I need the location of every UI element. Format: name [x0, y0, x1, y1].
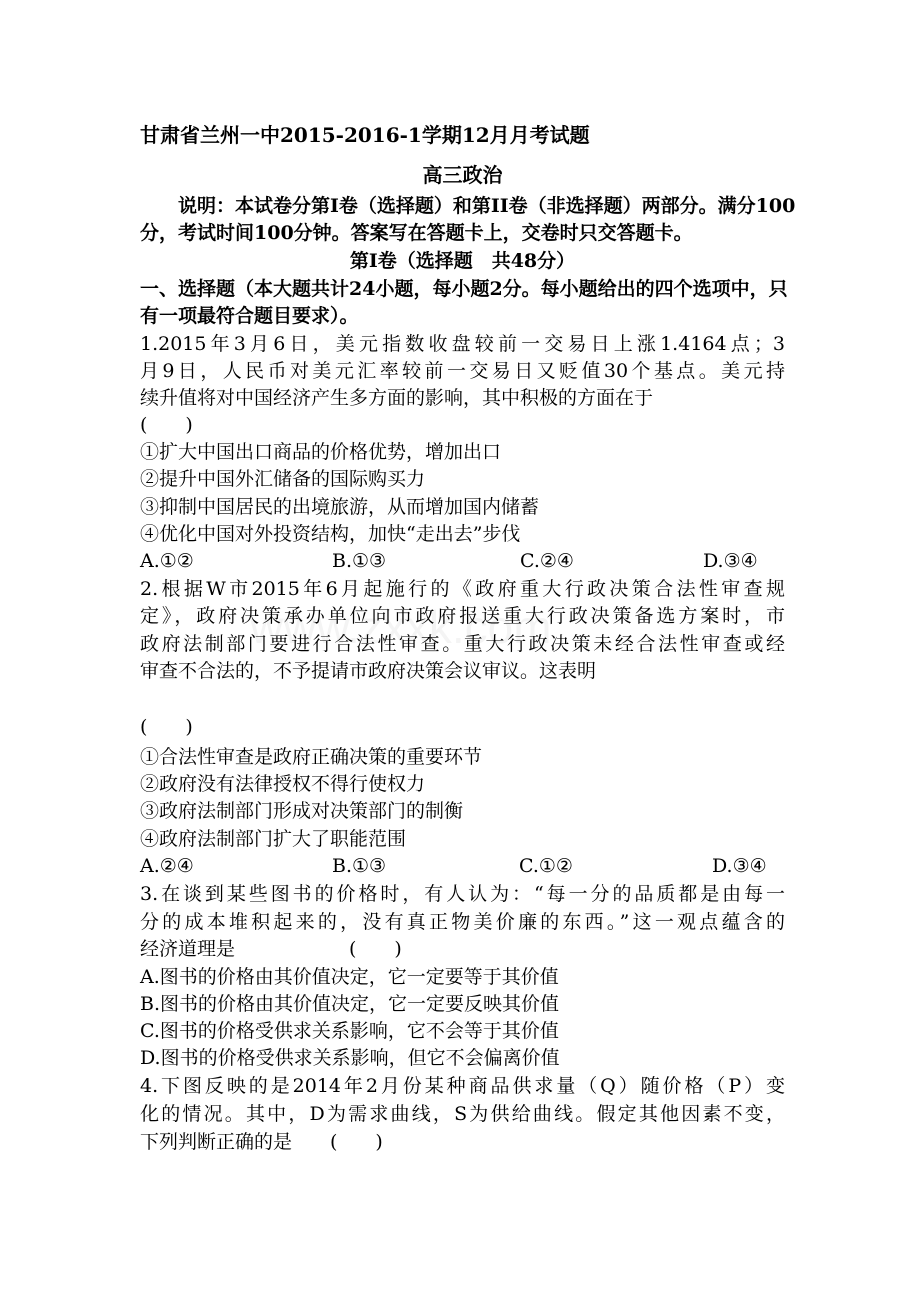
question-2-answer-blank: ( )	[140, 716, 193, 738]
instructions-line-1: 说明：本试卷分第I卷（选择题）和第II卷（非选择题）两部分。满分100	[178, 195, 796, 217]
question-1-statement-3: ③抑制中国居民的出境旅游，从而增加国内储蓄	[140, 496, 540, 518]
question-1-option-b: B.①③	[332, 550, 387, 572]
question-1-option-a: A.①②	[140, 550, 194, 572]
question-3-option-a: A.图书的价格由其价值决定，它一定要等于其价值	[140, 966, 559, 988]
question-2-line-3: 政府法制部门要进行合法性审查。重大行政决策未经合法性审查或经	[140, 633, 785, 655]
question-2-options	[140, 853, 785, 880]
section-heading-line-2: 有一项最符合题目要求）。	[140, 305, 359, 327]
question-2-option-d: D.③④	[712, 855, 767, 877]
question-2-statement-1: ①合法性审查是政府正确决策的重要环节	[140, 746, 483, 768]
question-1-answer-blank: ( )	[140, 414, 193, 436]
question-3-option-d: D.图书的价格受供求关系影响，但它不会偏离价值	[140, 1047, 560, 1069]
question-1-statement-2: ②提升中国外汇储备的国际购买力	[140, 468, 426, 490]
question-2-line-2: 定》，政府决策承办单位向市政府报送重大行政决策备选方案时，市	[140, 605, 785, 627]
question-2-line-1: 2.根据W市2015年6月起施行的《政府重大行政决策合法性审查规	[140, 578, 785, 600]
question-4-line-3: 下列判断正确的是 ( )	[140, 1131, 383, 1153]
question-4-line-2: 化的情况。其中，D为需求曲线，S为供给曲线。假定其他因素不变，	[140, 1103, 785, 1125]
instructions-line-2: 分，考试时间100分钟。答案写在答题卡上，交卷时只交答题卡。	[140, 222, 693, 244]
question-2-statement-2: ②政府没有法律授权不得行使权力	[140, 773, 426, 795]
question-1-options	[140, 548, 785, 575]
question-1-option-d: D.③④	[703, 550, 758, 572]
subject-title: 高三政治	[422, 163, 503, 187]
section-heading-line-1: 一、选择题（本大题共计24小题，每小题2分。每小题给出的四个选项中，只	[140, 278, 788, 300]
question-3-line-1: 3.在谈到某些图书的价格时，有人认为：“每一分的品质都是由每一	[140, 883, 785, 905]
question-2-line-4: 审查不合法的，不予提请市政府决策会议审议。这表明	[140, 660, 597, 682]
question-3-line-2: 分的成本堆积起来的，没有真正物美价廉的东西。”这一观点蕴含的	[140, 911, 785, 933]
question-2-option-c: C.①②	[519, 855, 573, 877]
question-1-statement-4: ④优化中国对外投资结构，加快“走出去”步伐	[140, 523, 521, 545]
question-2-option-b: B.①③	[332, 855, 387, 877]
question-1-line-1: 1.2015年3月6日，美元指数收盘较前一交易日上涨1.4164点；3	[140, 333, 785, 355]
exam-title: 甘肃省兰州一中2015-2016-1学期12月月考试题	[140, 123, 590, 147]
question-3-option-b: B.图书的价格由其价值决定，它一定要反映其价值	[140, 993, 560, 1015]
question-2-option-a: A.②④	[140, 855, 194, 877]
question-3-option-c: C.图书的价格受供求关系影响，它不会等于其价值	[140, 1020, 559, 1042]
question-1-line-2: 月9日，人民币对美元汇率较前一交易日又贬值30个基点。美元持	[140, 360, 785, 382]
question-3-line-3: 经济道理是 ( )	[140, 938, 402, 960]
question-1-statement-1: ①扩大中国出口商品的价格优势，增加出口	[140, 441, 502, 463]
question-2-statement-4: ④政府法制部门扩大了职能范围	[140, 828, 407, 850]
question-4-line-1: 4.下图反映的是2014年2月份某种商品供求量（Q）随价格（P）变	[140, 1075, 785, 1097]
question-2-statement-3: ③政府法制部门形成对决策部门的制衡	[140, 800, 464, 822]
part-one-heading: 第I卷（选择题 共48分）	[349, 250, 576, 272]
question-1-option-c: C.②④	[520, 550, 574, 572]
question-1-line-3: 续升值将对中国经济产生多方面的影响，其中积极的方面在于	[140, 387, 654, 409]
